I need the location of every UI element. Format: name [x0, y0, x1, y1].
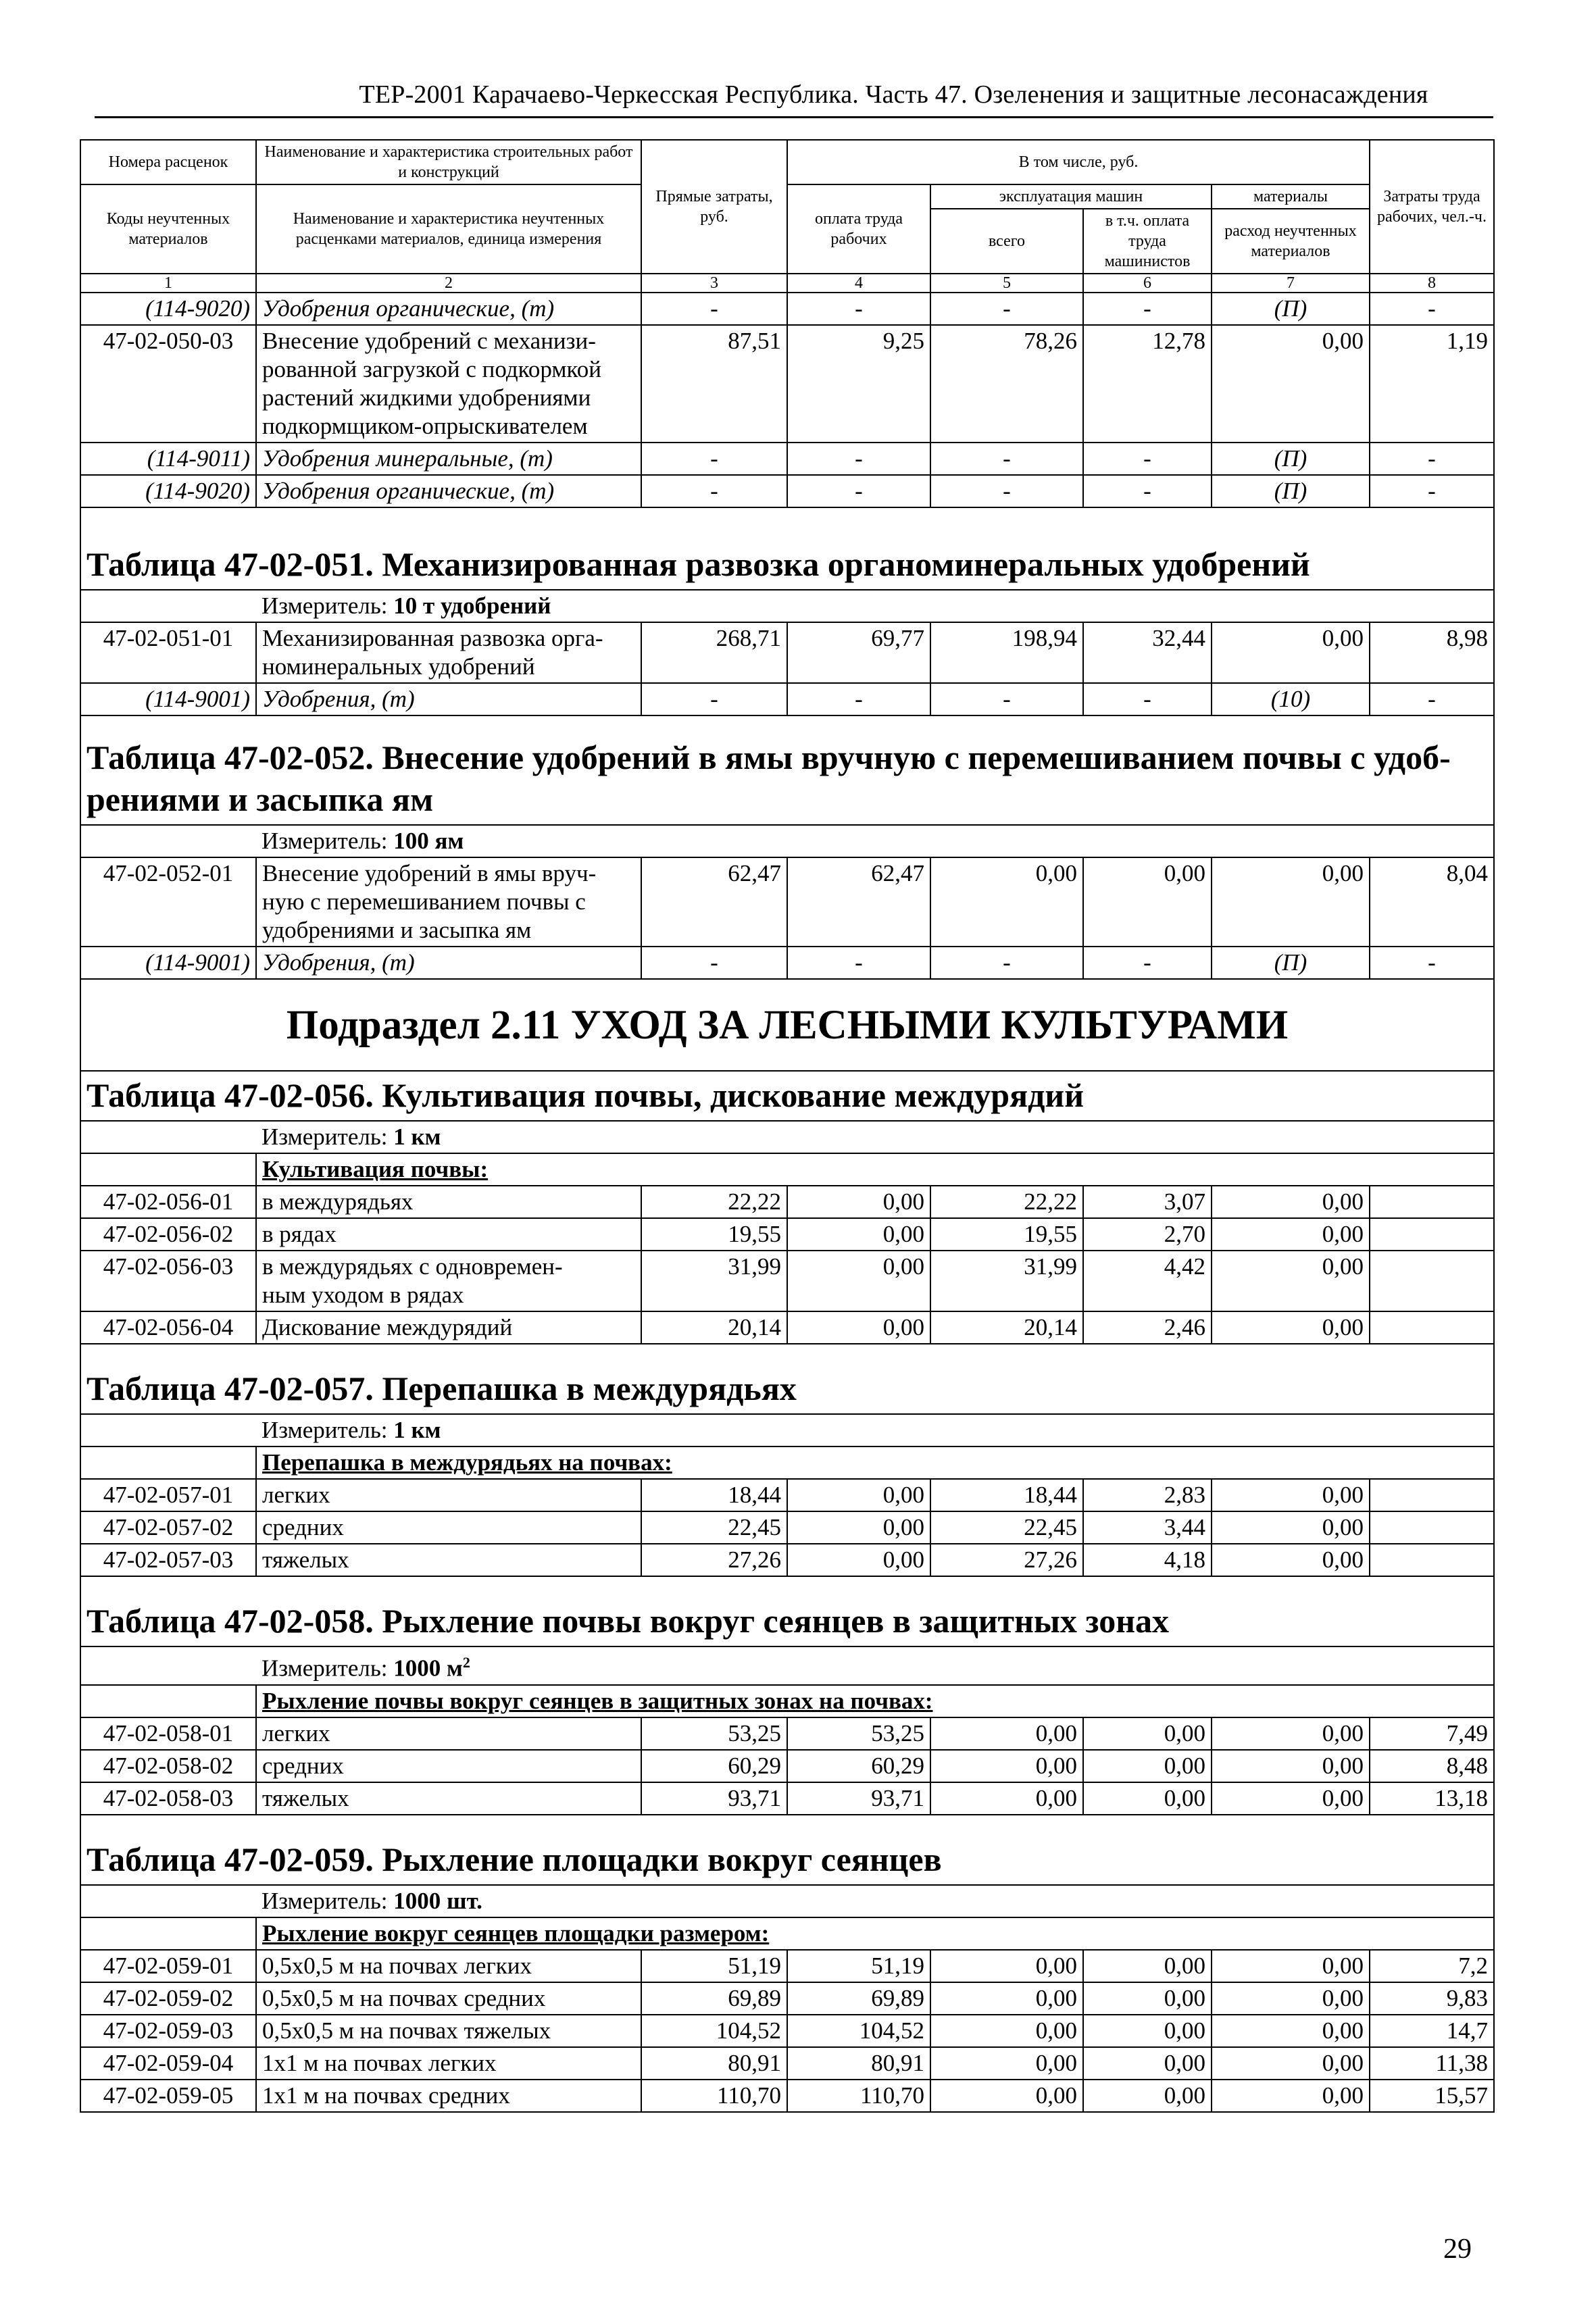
cell-c5: 198,94 [930, 622, 1083, 683]
subsection-row [80, 979, 1494, 1071]
group-spacer [80, 1917, 256, 1950]
cell-c5: 20,14 [930, 1311, 1083, 1344]
col8-header: Затраты труда рабочих, чел.-ч. [1370, 140, 1494, 274]
table-row [80, 1982, 1494, 2015]
table-row [80, 1717, 1494, 1750]
cell-c4: 62,47 [787, 857, 930, 947]
unit-spacer [80, 1414, 256, 1447]
cell-c3: 69,89 [641, 1982, 787, 2015]
row-name: средних [256, 1750, 641, 1782]
cell-c6: 0,00 [1083, 1782, 1212, 1815]
cell-c4: 104,52 [787, 2015, 930, 2047]
price-table [80, 139, 1495, 2113]
unit-row [80, 1885, 1494, 1917]
table-title: Таблица 47-02-058. Рыхление почвы вокруг сеянцев в защитных зонах [80, 1576, 1494, 1646]
cell-c6: 4,18 [1083, 1544, 1212, 1576]
page-number: 29 [1443, 2234, 1472, 2265]
cell-c7: 0,00 [1212, 1750, 1370, 1782]
cell-c5: 0,00 [930, 1982, 1083, 2015]
cell-c3: 18,44 [641, 1479, 787, 1511]
cell-c7: (П) [1212, 443, 1370, 475]
colnum: 2 [256, 274, 641, 293]
cell-c8: - [1370, 443, 1494, 475]
unit-value: 10 т удобрений [393, 593, 551, 619]
cell-c3: 268,71 [641, 622, 787, 683]
group-heading-text: Перепашка в междурядьях на почвах: [262, 1449, 672, 1476]
cell-c4: 0,00 [787, 1251, 930, 1311]
colnum: 6 [1083, 274, 1212, 293]
table-title-row [80, 715, 1494, 825]
unit-spacer [80, 1646, 256, 1685]
table-row [80, 1782, 1494, 1815]
row-code: (114-9011) [80, 443, 256, 475]
cell-c6: 0,00 [1083, 2080, 1212, 2112]
unit-cell [256, 1646, 1494, 1685]
cell-c8: - [1370, 475, 1494, 507]
row-name: Внесение удобрений с механизи- рованной загрузкой с подкормкой растений жидкими удобрениями подкормщиком-опрыскивателем [256, 325, 641, 443]
cell-c7: 0,00 [1212, 1782, 1370, 1815]
cell-c8: 8,48 [1370, 1750, 1494, 1782]
cell-c7: 0,00 [1212, 857, 1370, 947]
table-row [80, 622, 1494, 683]
unit-spacer [80, 825, 256, 857]
unit-value: 1 км [393, 1417, 441, 1443]
row-name: 1х1 м на почвах легких [256, 2047, 641, 2080]
cell-c7: 0,00 [1212, 1717, 1370, 1750]
cell-c4: 0,00 [787, 1311, 930, 1344]
cell-c7: 0,00 [1212, 622, 1370, 683]
row-name: 0,5х0,5 м на почвах легких [256, 1950, 641, 1982]
row-code: 47-02-058-01 [80, 1717, 256, 1750]
cell-c3: 62,47 [641, 857, 787, 947]
unit-value: 1000 шт. [393, 1887, 482, 1914]
cell-c5: 0,00 [930, 1782, 1083, 1815]
table-title: Таблица 47-02-057. Перепашка в междурядьях [80, 1344, 1494, 1414]
group-heading [256, 1917, 1494, 1950]
cell-c6: 0,00 [1083, 1950, 1212, 1982]
table-row [80, 1218, 1494, 1251]
cell-c8: 8,98 [1370, 622, 1494, 683]
table-row [80, 1511, 1494, 1544]
cell-c4: 0,00 [787, 1479, 930, 1511]
unit-label: Измеритель: [261, 593, 388, 619]
unit-cell [256, 825, 1494, 857]
cell-c8: - [1370, 683, 1494, 715]
row-code: 47-02-059-03 [80, 2015, 256, 2047]
row-name: тяжелых [256, 1782, 641, 1815]
row-code: 47-02-056-03 [80, 1251, 256, 1311]
cell-c6: 12,78 [1083, 325, 1212, 443]
cell-c4: 53,25 [787, 1717, 930, 1750]
row-name: 0,5х0,5 м на почвах средних [256, 1982, 641, 2015]
row-name: в рядах [256, 1218, 641, 1251]
cell-c4: 69,89 [787, 1982, 930, 2015]
col5-header: всего [930, 209, 1083, 274]
cell-c4: 69,77 [787, 622, 930, 683]
row-code: 47-02-058-03 [80, 1782, 256, 1815]
cell-c7: 0,00 [1212, 1950, 1370, 1982]
header-rule [95, 116, 1493, 118]
cell-c8: 14,7 [1370, 2015, 1494, 2047]
row-name: тяжелых [256, 1544, 641, 1576]
unit-label: Измеритель: [261, 1887, 388, 1914]
unit-value: 1 км [393, 1124, 441, 1150]
group-heading-text: Рыхление почвы вокруг сеянцев в защитных зонах на почвах: [262, 1687, 933, 1714]
cell-c7: 0,00 [1212, 1186, 1370, 1218]
cell-c6: - [1083, 683, 1212, 715]
unit-value: 1000 м [393, 1655, 463, 1682]
cell-c7: (П) [1212, 947, 1370, 979]
cell-c8 [1370, 1479, 1494, 1511]
cell-c6: 0,00 [1083, 1982, 1212, 2015]
unit-cell [256, 590, 1494, 622]
cell-c4: 9,25 [787, 325, 930, 443]
cell-c3: 31,99 [641, 1251, 787, 1311]
col6-header: в т.ч. оплата труда машинистов [1083, 209, 1212, 274]
cell-c8: 15,57 [1370, 2080, 1494, 2112]
row-name: легких [256, 1479, 641, 1511]
cell-c6: 0,00 [1083, 1750, 1212, 1782]
row-name: Механизированная развозка орга- номинеральных удобрений [256, 622, 641, 683]
machines-header: эксплуатация машин [930, 184, 1212, 209]
row-code: 47-02-059-05 [80, 2080, 256, 2112]
cell-c3: - [641, 683, 787, 715]
cell-c4: 0,00 [787, 1186, 930, 1218]
row-name: Внесение удобрений в ямы вруч- ную с перемешиванием почвы с удобрениями и засыпка ям [256, 857, 641, 947]
unit-label: Измеритель: [261, 828, 388, 854]
cell-c6: 0,00 [1083, 2047, 1212, 2080]
table-title: Таблица 47-02-051. Механизированная развозка органоминеральных удобрений [80, 507, 1494, 590]
material-row [80, 947, 1494, 979]
group-heading [256, 1447, 1494, 1479]
table-title: Таблица 47-02-056. Культивация почвы, дискование междурядий [80, 1071, 1494, 1121]
unit-row [80, 825, 1494, 857]
cell-c5: 19,55 [930, 1218, 1083, 1251]
cell-c7: 0,00 [1212, 1982, 1370, 2015]
cell-c5: 0,00 [930, 1750, 1083, 1782]
cell-c7: 0,00 [1212, 325, 1370, 443]
unit-label: Измеритель: [261, 1417, 388, 1443]
material-row [80, 293, 1494, 325]
row-name: средних [256, 1511, 641, 1544]
cell-c4: - [787, 475, 930, 507]
row-code: (114-9020) [80, 293, 256, 325]
colnum: 5 [930, 274, 1083, 293]
row-name: Удобрения, (т) [256, 683, 641, 715]
cell-c5: 31,99 [930, 1251, 1083, 1311]
cell-c3: 87,51 [641, 325, 787, 443]
cell-c8: - [1370, 947, 1494, 979]
row-name: 0,5х0,5 м на почвах тяжелых [256, 2015, 641, 2047]
cell-c7: 0,00 [1212, 2080, 1370, 2112]
table-title: Таблица 47-02-052. Внесение удобрений в ямы вручную с перемешиванием почвы с удоб- рениями и засыпка ям [80, 715, 1494, 825]
row-name: 1х1 м на почвах средних [256, 2080, 641, 2112]
cell-c3: 104,52 [641, 2015, 787, 2047]
cell-c6: - [1083, 475, 1212, 507]
cell-c6: 2,83 [1083, 1479, 1212, 1511]
unit-spacer [80, 1121, 256, 1153]
table-title: Таблица 47-02-059. Рыхление площадки вокруг сеянцев [80, 1815, 1494, 1885]
unit-row [80, 590, 1494, 622]
table-row [80, 1750, 1494, 1782]
table-title-row [80, 1344, 1494, 1414]
cell-c8 [1370, 1544, 1494, 1576]
cell-c8: 1,19 [1370, 325, 1494, 443]
row-code: 47-02-057-02 [80, 1511, 256, 1544]
row-code: (114-9001) [80, 947, 256, 979]
cell-c8 [1370, 1511, 1494, 1544]
cell-c5: 0,00 [930, 1950, 1083, 1982]
table-row [80, 1251, 1494, 1311]
table-row [80, 1950, 1494, 1982]
table-row [80, 1544, 1494, 1576]
cell-c3: 93,71 [641, 1782, 787, 1815]
cell-c6: 0,00 [1083, 857, 1212, 947]
table-title-row [80, 1071, 1494, 1121]
col2a-header: Наименование и характеристика строительных работ и конструкций [256, 140, 641, 184]
cell-c4: - [787, 443, 930, 475]
cell-c4: 110,70 [787, 2080, 930, 2112]
materials-header: материалы [1212, 184, 1370, 209]
cell-c3: 19,55 [641, 1218, 787, 1251]
cell-c3: 110,70 [641, 2080, 787, 2112]
cell-c8 [1370, 1311, 1494, 1344]
row-name: Удобрения органические, (т) [256, 293, 641, 325]
cell-c3: - [641, 443, 787, 475]
unit-row [80, 1121, 1494, 1153]
unit-superscript: 2 [462, 1654, 470, 1671]
cell-c3: - [641, 293, 787, 325]
row-name: Удобрения, (т) [256, 947, 641, 979]
cell-c5: 0,00 [930, 2047, 1083, 2080]
cell-c5: 18,44 [930, 1479, 1083, 1511]
col1a-header: Номера расценок [80, 140, 256, 184]
cell-c4: - [787, 683, 930, 715]
cell-c4: - [787, 293, 930, 325]
table-row [80, 2015, 1494, 2047]
material-row [80, 443, 1494, 475]
colnum: 3 [641, 274, 787, 293]
table-title-row [80, 1815, 1494, 1885]
unit-spacer [80, 1885, 256, 1917]
cell-c5: 22,45 [930, 1511, 1083, 1544]
unit-label: Измеритель: [261, 1124, 388, 1150]
colnum: 4 [787, 274, 930, 293]
row-code: 47-02-059-01 [80, 1950, 256, 1982]
cell-c7: 0,00 [1212, 2015, 1370, 2047]
cell-c8: 9,83 [1370, 1982, 1494, 2015]
group-heading-row [80, 1917, 1494, 1950]
unit-value: 100 ям [393, 828, 464, 854]
col3-header: Прямые затраты, руб. [641, 140, 787, 274]
col1b-header: Коды неучтенных материалов [80, 184, 256, 274]
material-row [80, 475, 1494, 507]
cell-c3: - [641, 475, 787, 507]
group-spacer [80, 1685, 256, 1717]
cell-c7: 0,00 [1212, 1511, 1370, 1544]
cell-c3: 22,45 [641, 1511, 787, 1544]
table-row [80, 2080, 1494, 2112]
row-name: Удобрения минеральные, (т) [256, 443, 641, 475]
unit-cell [256, 1414, 1494, 1447]
cell-c5: 0,00 [930, 2080, 1083, 2112]
group-heading-row [80, 1447, 1494, 1479]
table-row [80, 2047, 1494, 2080]
table-title-row [80, 507, 1494, 590]
column-header-row [80, 140, 1494, 184]
cell-c7: (П) [1212, 293, 1370, 325]
group-heading-text: Рыхление вокруг сеянцев площадки размером: [262, 1919, 770, 1946]
subsection-title: Подраздел 2.11 УХОД ЗА ЛЕСНЫМИ КУЛЬТУРАМИ [80, 979, 1494, 1071]
cell-c7: 0,00 [1212, 1311, 1370, 1344]
cell-c7: 0,00 [1212, 1479, 1370, 1511]
group-heading-text: Культивация почвы: [262, 1156, 489, 1182]
cell-c7: (П) [1212, 475, 1370, 507]
group-spacer [80, 1153, 256, 1186]
running-header: ТЕР-2001 Карачаево-Черкесская Республика. Часть 47. Озеленения и защитные лесонасаждения [359, 80, 1428, 109]
group-heading-row [80, 1153, 1494, 1186]
row-name: Дискование междурядий [256, 1311, 641, 1344]
cell-c8: 7,49 [1370, 1717, 1494, 1750]
row-name: в междурядьях [256, 1186, 641, 1218]
row-code: 47-02-052-01 [80, 857, 256, 947]
cell-c6: 0,00 [1083, 1717, 1212, 1750]
group-heading-row [80, 1685, 1494, 1717]
unit-label: Измеритель: [261, 1655, 388, 1682]
cell-c3: 51,19 [641, 1950, 787, 1982]
table-row [80, 1479, 1494, 1511]
cell-c8: 11,38 [1370, 2047, 1494, 2080]
cell-c4: 0,00 [787, 1511, 930, 1544]
cell-c7: (10) [1212, 683, 1370, 715]
cell-c3: 27,26 [641, 1544, 787, 1576]
cell-c4: 0,00 [787, 1544, 930, 1576]
unit-row [80, 1414, 1494, 1447]
row-code: 47-02-056-04 [80, 1311, 256, 1344]
cell-c5: - [930, 947, 1083, 979]
cell-c6: 3,44 [1083, 1511, 1212, 1544]
table-row [80, 325, 1494, 443]
cell-c6: 4,42 [1083, 1251, 1212, 1311]
cell-c3: 53,25 [641, 1717, 787, 1750]
cell-c6: 32,44 [1083, 622, 1212, 683]
col7-header: расход неучтенных материалов [1212, 209, 1370, 274]
cell-c8: 8,04 [1370, 857, 1494, 947]
row-code: 47-02-056-02 [80, 1218, 256, 1251]
cell-c5: 0,00 [930, 857, 1083, 947]
cell-c5: 0,00 [930, 1717, 1083, 1750]
colnum: 1 [80, 274, 256, 293]
cell-c6: 3,07 [1083, 1186, 1212, 1218]
cell-c3: 22,22 [641, 1186, 787, 1218]
col2b-header: Наименование и характеристика неучтенных расценками материалов, единица измерения [256, 184, 641, 274]
row-code: 47-02-059-02 [80, 1982, 256, 2015]
cell-c8 [1370, 1251, 1494, 1311]
group-spacer [80, 1447, 256, 1479]
row-code: (114-9020) [80, 475, 256, 507]
row-code: 47-02-057-03 [80, 1544, 256, 1576]
row-code: 47-02-051-01 [80, 622, 256, 683]
unit-cell [256, 1121, 1494, 1153]
row-code: 47-02-056-01 [80, 1186, 256, 1218]
row-code: 47-02-057-01 [80, 1479, 256, 1511]
cell-c6: - [1083, 293, 1212, 325]
cell-c5: 27,26 [930, 1544, 1083, 1576]
column-header-row [80, 184, 1494, 209]
group-heading [256, 1153, 1494, 1186]
cell-c8: 13,18 [1370, 1782, 1494, 1815]
cell-c6: - [1083, 947, 1212, 979]
group-heading [256, 1685, 1494, 1717]
cell-c6: 0,00 [1083, 2015, 1212, 2047]
col4-header: оплата труда рабочих [787, 184, 930, 274]
cell-c3: 20,14 [641, 1311, 787, 1344]
row-code: 47-02-059-04 [80, 2047, 256, 2080]
row-name: Удобрения органические, (т) [256, 475, 641, 507]
cell-c5: 0,00 [930, 2015, 1083, 2047]
cell-c3: 60,29 [641, 1750, 787, 1782]
cell-c4: 0,00 [787, 1218, 930, 1251]
row-code: (114-9001) [80, 683, 256, 715]
unit-cell [256, 1885, 1494, 1917]
cell-c7: 0,00 [1212, 1218, 1370, 1251]
cell-c5: - [930, 683, 1083, 715]
incl-header: В том числе, руб. [787, 140, 1370, 184]
cell-c6: - [1083, 443, 1212, 475]
material-row [80, 683, 1494, 715]
column-number-row [80, 274, 1494, 293]
cell-c4: 80,91 [787, 2047, 930, 2080]
cell-c8: - [1370, 293, 1494, 325]
cell-c5: - [930, 475, 1083, 507]
cell-c5: 22,22 [930, 1186, 1083, 1218]
colnum: 7 [1212, 274, 1370, 293]
colnum: 8 [1370, 274, 1494, 293]
unit-row [80, 1646, 1494, 1685]
table-row [80, 857, 1494, 947]
unit-spacer [80, 590, 256, 622]
cell-c5: 78,26 [930, 325, 1083, 443]
cell-c6: 2,70 [1083, 1218, 1212, 1251]
cell-c8 [1370, 1218, 1494, 1251]
table-title-row [80, 1576, 1494, 1646]
cell-c8 [1370, 1186, 1494, 1218]
cell-c6: 2,46 [1083, 1311, 1212, 1344]
cell-c3: - [641, 947, 787, 979]
row-code: 47-02-050-03 [80, 325, 256, 443]
table-row [80, 1186, 1494, 1218]
cell-c7: 0,00 [1212, 2047, 1370, 2080]
cell-c4: - [787, 947, 930, 979]
cell-c4: 51,19 [787, 1950, 930, 1982]
cell-c5: - [930, 293, 1083, 325]
cell-c4: 93,71 [787, 1782, 930, 1815]
cell-c7: 0,00 [1212, 1544, 1370, 1576]
table-row [80, 1311, 1494, 1344]
cell-c8: 7,2 [1370, 1950, 1494, 1982]
cell-c4: 60,29 [787, 1750, 930, 1782]
row-name: легких [256, 1717, 641, 1750]
row-name: в междурядьях с одновремен- ным уходом в рядах [256, 1251, 641, 1311]
cell-c3: 80,91 [641, 2047, 787, 2080]
cell-c5: - [930, 443, 1083, 475]
cell-c7: 0,00 [1212, 1251, 1370, 1311]
row-code: 47-02-058-02 [80, 1750, 256, 1782]
